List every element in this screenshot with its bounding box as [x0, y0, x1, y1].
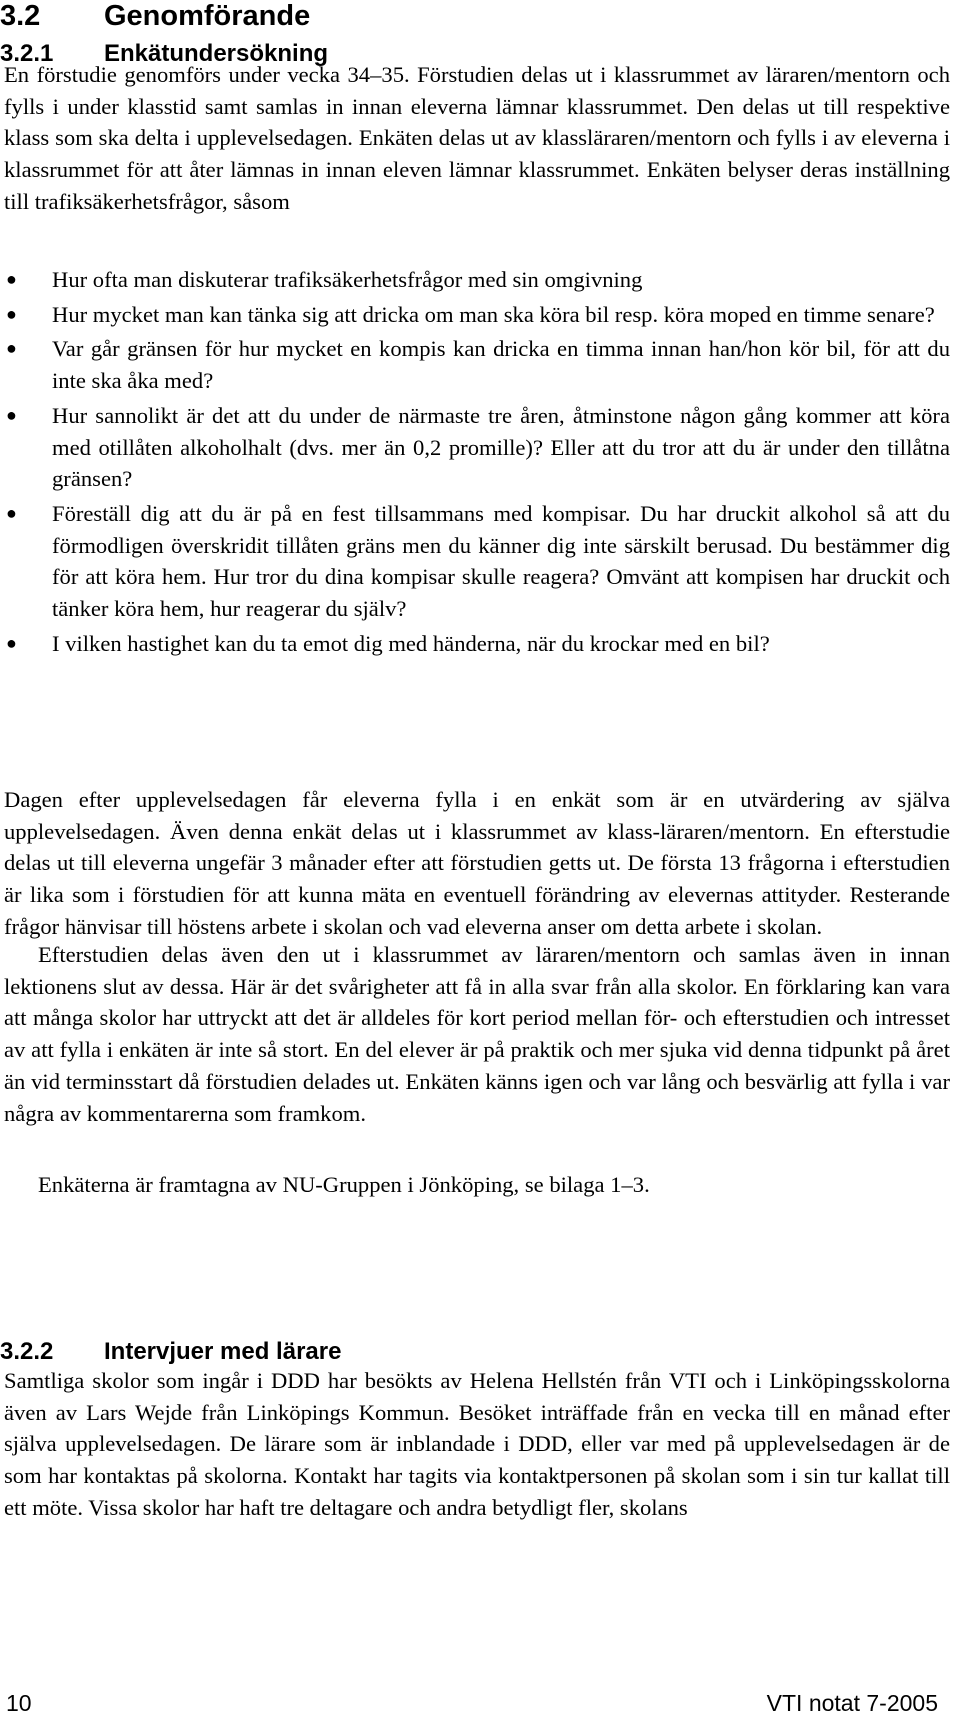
- subsection-heading-interviews: [0, 1338, 341, 1366]
- list-item-text: Hur ofta man diskuterar trafiksäkerhetsfrågor med sin omgivning: [52, 267, 643, 292]
- bullet-icon: ●: [6, 502, 17, 523]
- list-item-text: Hur mycket man kan tänka sig att dricka om man ska köra bil resp. köra moped en timme senare?: [52, 301, 935, 327]
- question-list: [0, 264, 950, 662]
- paragraph-evaluation: Dagen efter upplevelsedagen får eleverna fylla i en enkät som är en utvärdering av själva upplevelsedagen. Även denna enkät delas ut i klassrummet av klass-läraren/mentorn. En efterstudie delas ut till eleverna ungefär 3 månader efter att förstudien getts ut. De första 13 frågorna i efterstudien är lika som i förstudien för att kunna mäta en eventuell förändring av elevernas attityder. Resterande frågor hänvisar till höstens arbete i skolan och vad eleverna anser om detta arbete i skolan.: [4, 787, 950, 939]
- subsection-title: Intervjuer med lärare: [104, 1338, 342, 1365]
- section-heading: [0, 0, 310, 33]
- list-item: [0, 299, 950, 331]
- report-identifier: VTI notat 7-2005: [766, 1690, 938, 1716]
- section-number: 3.2: [0, 0, 41, 32]
- subsection-number: 3.2.1: [0, 40, 54, 67]
- list-item-text: Hur sannolikt är det att du under de närmaste tre åren, åtminstone någon gång kommer att köra med otillåten alkoholhalt (dvs. mer än 0,2 promille)? Eller att du tror att du är under den tillåtna gränsen?: [52, 402, 950, 492]
- list-item: [0, 264, 950, 296]
- list-item: [0, 333, 950, 396]
- bullet-icon: ●: [6, 303, 17, 324]
- section-title: Genomförande: [104, 0, 311, 32]
- paragraph-survey-source: Enkäterna är framtagna av NU-Gruppen i Jönköping, se bilaga 1–3.: [38, 1172, 650, 1197]
- subsection-title: Enkätundersökning: [104, 40, 329, 67]
- bullet-icon: ●: [6, 338, 17, 359]
- list-item: [0, 400, 950, 495]
- list-item: [0, 628, 950, 660]
- bullet-icon: ●: [6, 269, 17, 289]
- bullet-icon: ●: [6, 404, 17, 425]
- subsection-number: 3.2.2: [0, 1338, 54, 1365]
- list-item-text: I vilken hastighet kan du ta emot dig med händerna, när du krockar med en bil?: [52, 630, 770, 656]
- bullet-icon: ●: [6, 632, 17, 653]
- paragraph-survey-intro: En förstudie genomförs under vecka 34–35. Förstudien delas ut i klassrummet av läraren/mentorn och fylls i under klasstid samt samlas in innan eleverna lämnar klassrummet. Den delas ut till respektive klass som ska delta i upplevelsedagen. Enkäten delas ut av klassläraren/mentorn och fylls i av eleverna i klassrummet för att åter lämnas in innan eleven lämnar klassrummet. Enkäten belyser deras inställning till trafiksäkerhetsfrågor, såsom: [4, 62, 950, 214]
- paragraph-followup: Efterstudien delas även den ut i klassrummet av läraren/mentorn och samlas även in innan lektionens slut av dessa. Här är det svårigheter att få in alla svar från alla skolor. En förklaring kan vara att många skolor har uttryckt att det är alldeles för kort period mellan för- och efterstudien och intresset av att fylla i enkäten är inte så stort. En del elever är på praktik och mer sjuka vid denna tidpunkt på året än vid terminsstart då förstudien delades ut. Enkäten känns igen och var lång och besvärlig att fylla i var några av kommentarerna som framkom.: [4, 942, 950, 1126]
- list-item-text: Var går gränsen för hur mycket en kompis kan dricka en timma innan han/hon kör bil, för att du inte ska åka med?: [52, 336, 950, 394]
- paragraph-interviews: Samtliga skolor som ingår i DDD har besökts av Helena Hellstén från VTI och i Linköpingsskolorna även av Lars Wejde från Linköpings Kommun. Besöket inträffade från en vecka till en månad efter själva upplevelsedagen. De lärare som är inblandade i DDD, eller var med på upplevelsedagen är de som har kontaktas på skolorna. Kontakt har tagits via kontaktpersonen på skolan som i sin tur kallat till ett möte. Vissa skolor har haft tre deltagare och andra betydligt fler, skolans: [4, 1368, 950, 1520]
- page-number: 10: [6, 1690, 32, 1716]
- list-item-text: Föreställ dig att du är på en fest tillsammans med kompisar. Du har druckit alkohol så att du förmodligen överskridit tillåten gräns men du känner dig inte särskilt berusad. Du bestämmer dig för att köra hem. Hur tror du dina kompisar skulle reagera? Omvänt att kompisen har druckit och tänker köra hem, hur reagerar du själv?: [52, 500, 950, 622]
- list-item: [0, 498, 950, 625]
